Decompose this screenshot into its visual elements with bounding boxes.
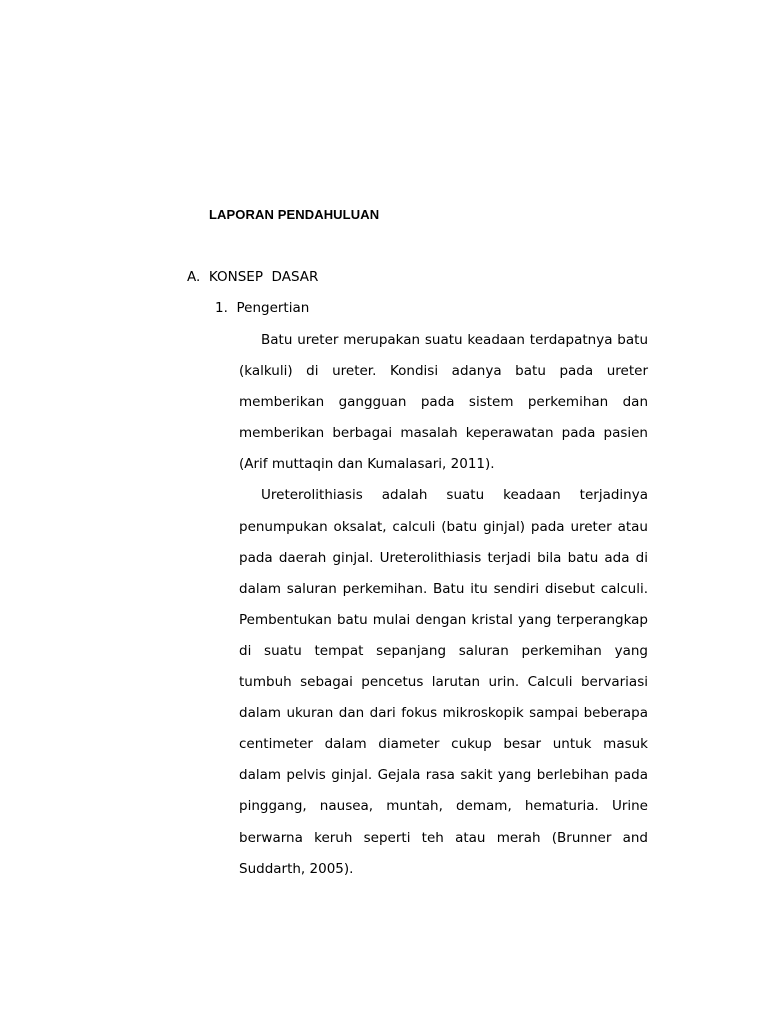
- subsection-marker: 1.: [215, 300, 228, 316]
- paragraph-batu-ureter: Batu ureter merupakan suatu keadaan terdapatnya batu (kalkuli) di ureter. Kondisi adanya batu pada ureter memberikan gangguan pada sistem perkemihan dan memberikan berbagai masalah keperawatan pada pasien (Arif muttaqin dan Kumalasari, 2011).: [239, 332, 648, 473]
- section-label: KONSEP DASAR: [208, 269, 319, 285]
- body-text: [239, 325, 648, 885]
- document-title: LAPORAN PENDAHULUAN: [209, 207, 380, 222]
- subsection-heading: [215, 300, 309, 316]
- section-heading: [187, 269, 318, 285]
- paragraph-ureterolithiasis: Ureterolithiasis adalah suatu keadaan terjadinya penumpukan oksalat, calculi (batu ginjal) pada ureter atau pada daerah ginjal. Ureterolithiasis terjadi bila batu ada di dalam saluran perkemihan. Batu itu sendiri disebut calculi. Pembentukan batu mulai dengan kristal yang terperangkap di suatu tempat sepanjang saluran perkemihan yang tumbuh sebagai pencetus larutan urin. Calculi bervariasi dalam ukuran dan dari fokus mikroskopik sampai beberapa centimeter dalam diameter cukup besar untuk masuk dalam pelvis ginjal. Gejala rasa sakit yang berlebihan pada pinggang, nausea, muntah, demam, hematuria. Urine berwarna keruh seperti teh atau merah (Brunner and Suddarth, 2005).: [239, 487, 648, 877]
- section-marker: A.: [187, 269, 201, 285]
- subsection-label: Pengertian: [236, 300, 310, 316]
